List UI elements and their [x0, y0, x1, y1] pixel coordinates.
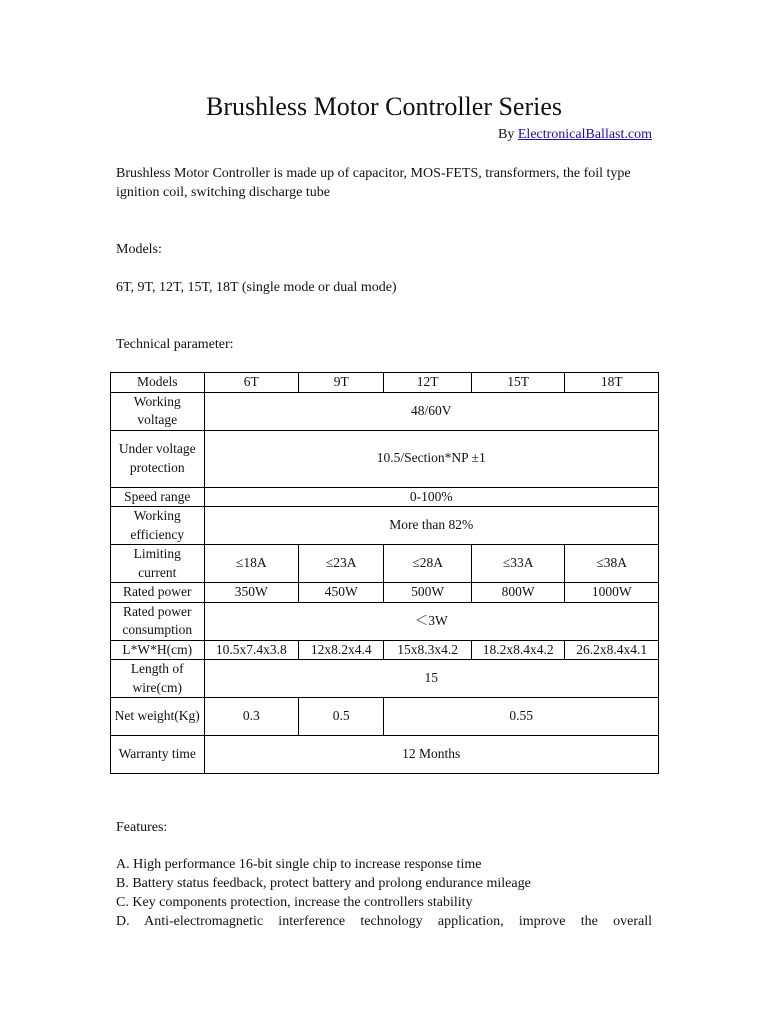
list-item: C. Key components protection, increase the controllers stability: [116, 895, 473, 910]
table-cell: 26.2x8.4x4.1: [565, 640, 659, 660]
table-cell: 800W: [471, 583, 565, 603]
table-row: [111, 545, 659, 583]
spec-table: [110, 372, 659, 774]
table-row: [111, 660, 659, 698]
table-cell: 500W: [384, 583, 471, 603]
table-cell: 12 Months: [204, 736, 659, 774]
table-cell: ≤18A: [204, 545, 299, 583]
models-list: 6T, 9T, 12T, 15T, 18T (single mode or dual mode): [116, 280, 397, 295]
table-row: [111, 487, 659, 507]
header-cell: Models: [111, 373, 205, 393]
row-label: L*W*H(cm): [111, 640, 205, 660]
table-row: [111, 507, 659, 545]
intro-paragraph: Brushless Motor Controller is made up of capacitor, MOS-FETS, transformers, the foil type ignition coil, switching discharge tube: [116, 166, 631, 200]
row-label: Rated power: [111, 583, 205, 603]
list-item: B. Battery status feedback, protect battery and prolong endurance mileage: [116, 876, 531, 891]
table-row: [111, 392, 659, 430]
models-heading: Models:: [116, 242, 162, 257]
row-label: Warranty time: [111, 736, 205, 774]
table-row: [111, 373, 659, 393]
byline: [498, 125, 652, 145]
row-label: Working efficiency: [111, 507, 205, 545]
technical-parameter-heading: Technical parameter:: [116, 337, 234, 352]
features-list: [116, 855, 652, 931]
table-cell: 1000W: [565, 583, 659, 603]
document-title: Brushless Motor Controller Series: [205, 92, 563, 121]
table-cell: More than 82%: [204, 507, 659, 545]
table-cell: 0.5: [299, 698, 384, 736]
table-cell: ＜3W: [204, 602, 659, 640]
table-cell: 48/60V: [204, 392, 659, 430]
table-cell: 10.5/Section*NP ±1: [204, 430, 659, 487]
table-cell: 18.2x8.4x4.2: [471, 640, 565, 660]
row-label: Under voltage protection: [111, 430, 205, 487]
row-label: Speed range: [111, 487, 205, 507]
header-cell: 18T: [565, 373, 659, 393]
features-heading: Features:: [116, 820, 168, 835]
table-row: [111, 698, 659, 736]
table-row: [111, 430, 659, 487]
table-cell: 0-100%: [204, 487, 659, 507]
table-cell: 0.55: [384, 698, 659, 736]
byline-prefix: By: [498, 127, 518, 142]
row-label: Net weight(Kg): [111, 698, 205, 736]
row-label: Limiting current: [111, 545, 205, 583]
table-cell: 15x8.3x4.2: [384, 640, 471, 660]
header-cell: 15T: [471, 373, 565, 393]
table-row: [111, 640, 659, 660]
table-cell: ≤23A: [299, 545, 384, 583]
table-row: [111, 602, 659, 640]
table-cell: 450W: [299, 583, 384, 603]
table-cell: ≤38A: [565, 545, 659, 583]
header-cell: 6T: [204, 373, 299, 393]
header-cell: 12T: [384, 373, 471, 393]
table-cell: ≤28A: [384, 545, 471, 583]
table-cell: 12x8.2x4.4: [299, 640, 384, 660]
header-cell: 9T: [299, 373, 384, 393]
table-cell: 10.5x7.4x3.8: [204, 640, 299, 660]
table-cell: 350W: [204, 583, 299, 603]
table-cell: 0.3: [204, 698, 299, 736]
byline-link[interactable]: ElectronicalBallast.com: [517, 127, 652, 142]
list-item: A. High performance 16-bit single chip to increase response time: [116, 857, 482, 872]
table-row: [111, 736, 659, 774]
table-cell: 15: [204, 660, 659, 698]
row-label: Length of wire(cm): [111, 660, 205, 698]
table-cell: ≤33A: [471, 545, 565, 583]
row-label: Working voltage: [111, 392, 205, 430]
table-row: [111, 583, 659, 603]
list-item: D. Anti-electromagnetic interference technology application, improve the overall: [116, 914, 652, 929]
row-label: Rated power consumption: [111, 602, 205, 640]
